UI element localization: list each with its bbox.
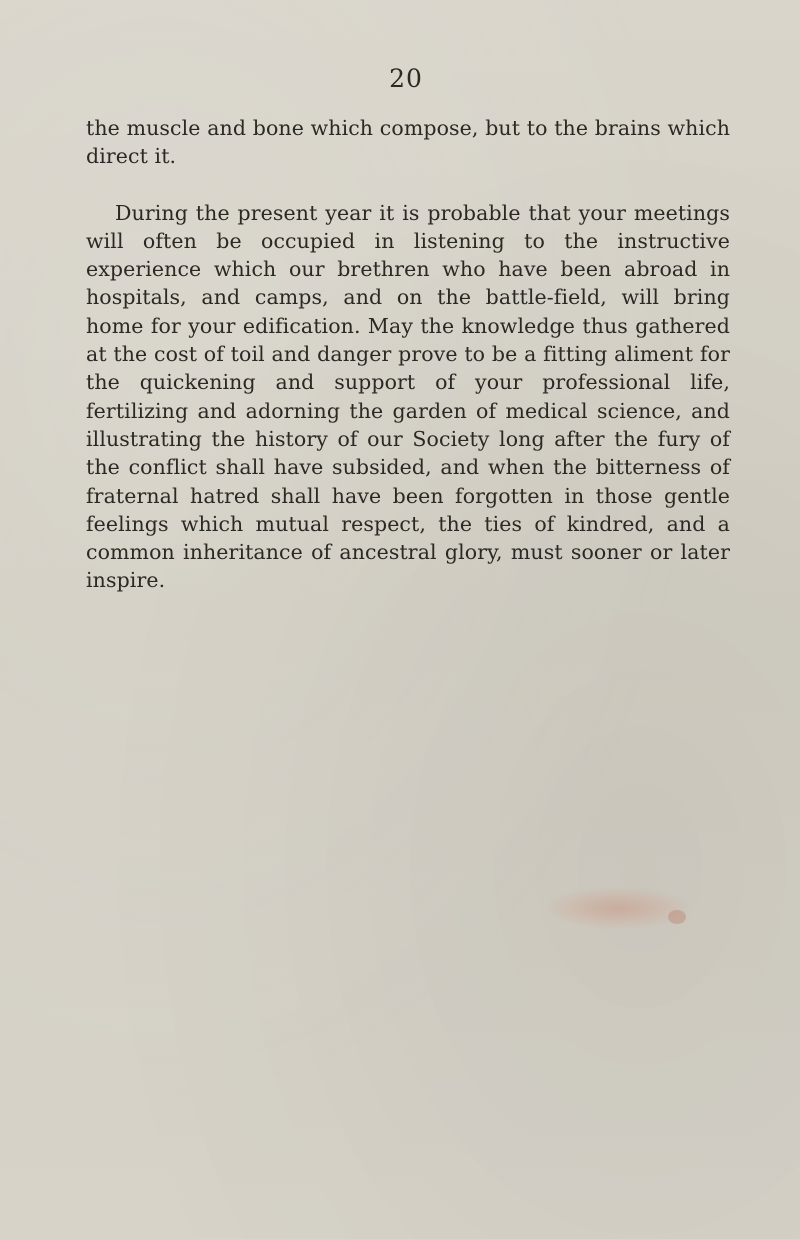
paper-stain-dot [668, 910, 686, 924]
paragraph-continuation: the muscle and bone which compose, but to the brains which direct it. [86, 116, 730, 169]
paragraph-main: During the present year it is probable that your meetings will often be occupied in listening to the instructive experience which our brethren who have been abroad in hospitals, and camps, and on the battle-field, will bring home for your edification. May the knowledge thus gathered at the cost of toil and danger prove to be a fitting aliment for the quickening and support of your professional life, fertilizing and adorning the garden of medical science, and illustrating the history of our Society long after the fury of the conflict shall have subsided, and when the bitterness of fraternal hatred shall have been forgotten in those gentle feelings which mutual respect, the ties of kindred, and a common inheritance of ancestral glory, must sooner or later inspire. [86, 200, 730, 593]
page-number: 20 [389, 64, 423, 93]
paper-stain [548, 888, 688, 928]
body-text [86, 114, 730, 595]
